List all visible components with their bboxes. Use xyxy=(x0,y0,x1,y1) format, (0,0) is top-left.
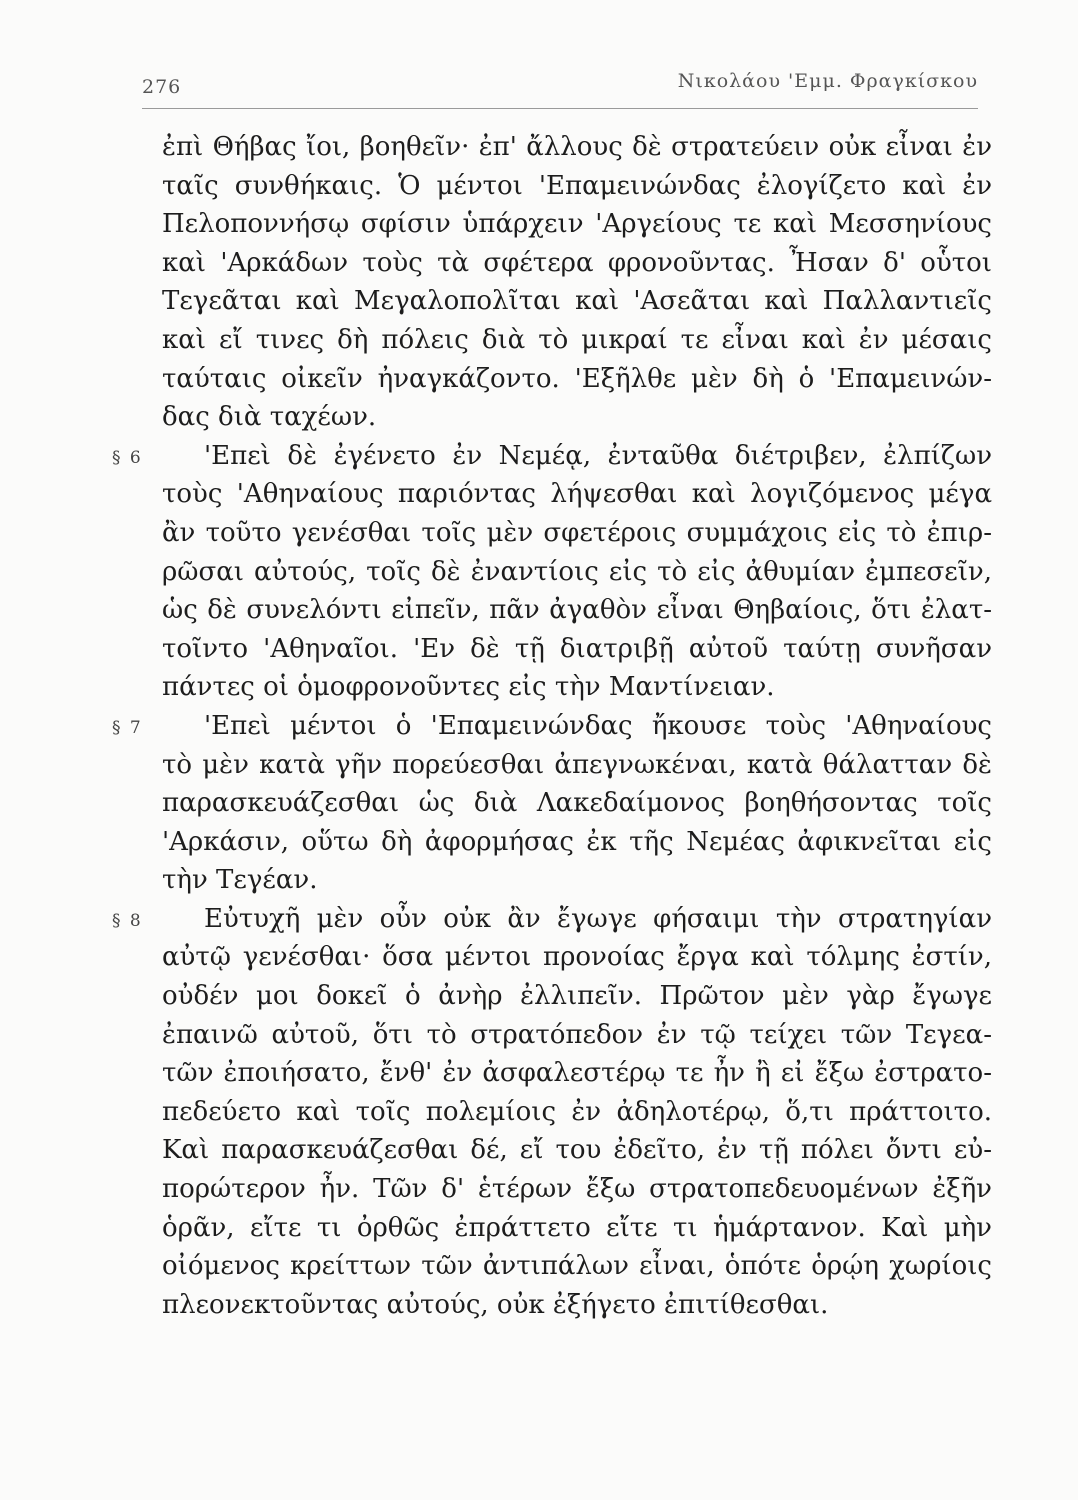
text-line xyxy=(162,1054,992,1093)
running-head-author: Νικολάου 'Εμμ. Φραγκίσκου xyxy=(677,70,978,92)
text-line xyxy=(162,321,992,360)
text-line xyxy=(162,553,992,592)
text-line xyxy=(112,900,992,939)
text-line-content: οὐδέν μοι δοκεῖ ὁ ἀνὴρ ἐλλιπεῖν. Πρῶτον μὲν γὰρ ἔγωγε xyxy=(162,981,992,1012)
text-line xyxy=(162,977,992,1016)
text-line-content: τὸ μὲν κατὰ γῆν πορεύεσθαι ἀπεγνωκέναι, κατὰ θάλατταν δὲ xyxy=(162,749,992,780)
text-line-content: τοὺς 'Αθηναίους παριόντας λήψεσθαι καὶ λογιζόμενος μέγα xyxy=(162,479,992,510)
text-line-content: πάντες οἱ ὁμοφρονοῦντες εἰς τὴν Μαντίνειαν. xyxy=(162,672,775,703)
text-line xyxy=(162,244,992,283)
body-text xyxy=(112,128,992,1324)
text-line xyxy=(162,398,992,437)
text-line-content: Τεγεᾶται καὶ Μεγαλοπολῖται καὶ 'Ασεᾶται καὶ Παλλαντιεῖς xyxy=(162,286,992,317)
text-line xyxy=(162,746,992,785)
text-line-content: ταύταις οἰκεῖν ἠναγκάζοντο. 'Εξῆλθε μὲν δὴ ὁ 'Επαμεινών- xyxy=(162,363,992,394)
text-line-content: ἂν τοῦτο γενέσθαι τοῖς μὲν σφετέροις συμμάχοις εἰς τὸ ἐπιρ- xyxy=(162,517,992,548)
text-line-content: πεδεύετο καὶ τοῖς πολεμίοις ἐν ἀδηλοτέρῳ, ὅ,τι πράττοιτο. xyxy=(162,1096,992,1127)
text-line xyxy=(162,360,992,399)
text-line-content: ὁρᾶν, εἴτε τι ὀρθῶς ἐπράττετο εἴτε τι ἡμάρτανον. Καὶ μὴν xyxy=(162,1212,992,1243)
text-line-content: Εὐτυχῆ μὲν οὖν οὐκ ἂν ἔγωγε φήσαιμι τὴν στρατηγίαν xyxy=(204,903,992,934)
text-line xyxy=(162,1170,992,1209)
text-line-content: αὐτῷ γενέσθαι· ὅσα μέντοι προνοίας ἔργα καὶ τόλμης ἐστίν, xyxy=(162,942,992,973)
running-head xyxy=(142,64,978,104)
text-line xyxy=(162,823,992,862)
text-line-content: πορώτερον ἦν. Τῶν δ' ἑτέρων ἔξω στρατοπεδευομένων ἐξῆν xyxy=(162,1174,992,1205)
text-line-content: Πελοποννήσῳ σφίσιν ὑπάρχειν 'Αργείους τε καὶ Μεσσηνίους xyxy=(162,209,992,240)
text-line xyxy=(112,707,992,746)
text-line-content: ἐπὶ Θήβας ἴοι, βοηθεῖν· ἐπ' ἄλλους δὲ στρατεύειν οὐκ εἶναι ἐν xyxy=(162,132,992,162)
text-line xyxy=(162,630,992,669)
text-line-content: ταῖς συνθήκαις. Ὁ μέντοι 'Επαμεινώνδας ἐλογίζετο καὶ ἐν xyxy=(162,170,992,201)
text-line xyxy=(162,128,992,167)
text-line xyxy=(162,668,992,707)
text-line xyxy=(162,1016,992,1055)
text-line-content: τοῖντο 'Αθηναῖοι. 'Εν δὲ τῇ διατριβῇ αὐτοῦ ταύτῃ συνῆσαν xyxy=(162,633,992,664)
text-line xyxy=(162,938,992,977)
section-mark: § 6 xyxy=(112,447,143,468)
text-line-content: ἐπαινῶ αὐτοῦ, ὅτι τὸ στρατόπεδον ἐν τῷ τείχει τῶν Τεγεα- xyxy=(162,1019,992,1050)
text-line-content: 'Αρκάσιν, οὕτω δὴ ἀφορμήσας ἐκ τῆς Νεμέας ἀφικνεῖται εἰς xyxy=(162,826,992,857)
header-rule xyxy=(142,108,978,109)
text-line-content: δας διὰ ταχέων. xyxy=(162,402,377,433)
text-line xyxy=(162,1131,992,1170)
text-line xyxy=(162,205,992,244)
text-line-content: Καὶ παρασκευάζεσθαι δέ, εἴ του ἐδεῖτο, ἐν τῇ πόλει ὄντι εὐ- xyxy=(162,1135,992,1166)
text-line-content: καὶ 'Αρκάδων τοὺς τὰ σφέτερα φρονοῦντας. Ἦσαν δ' οὗτοι xyxy=(162,247,992,278)
text-line-content: ὡς δὲ συνελόντι εἰπεῖν, πᾶν ἀγαθὸν εἶναι Θηβαίοις, ὅτι ἐλατ- xyxy=(162,595,992,626)
text-line xyxy=(162,1209,992,1248)
text-line-content: 'Επεὶ μέντοι ὁ 'Επαμεινώνδας ἤκουσε τοὺς 'Αθηναίους xyxy=(204,710,992,741)
text-line-content: οἰόμενος κρείττων τῶν ἀντιπάλων εἶναι, ὁπότε ὁρῴη χωρίοις xyxy=(162,1251,992,1282)
text-line xyxy=(162,591,992,630)
text-line xyxy=(162,475,992,514)
text-line xyxy=(162,1247,992,1286)
text-line xyxy=(162,514,992,553)
text-line-content: τὴν Τεγέαν. xyxy=(162,865,318,896)
text-line xyxy=(162,861,992,900)
text-line-content: 'Επεὶ δὲ ἐγένετο ἐν Νεμέᾳ, ἐνταῦθα διέτριβεν, ἐλπίζων xyxy=(204,440,992,471)
text-line xyxy=(162,1286,992,1325)
text-line xyxy=(162,282,992,321)
text-line xyxy=(162,784,992,823)
text-line-content: παρασκευάζεσθαι ὡς διὰ Λακεδαίμονος βοηθήσοντας τοῖς xyxy=(162,788,992,819)
section-mark: § 7 xyxy=(112,717,143,738)
text-line-content: τῶν ἐποιήσατο, ἔνθ' ἐν ἀσφαλεστέρῳ τε ἦν ἢ εἰ ἔξω ἐστρατο- xyxy=(162,1058,992,1089)
text-line-content: πλεονεκτοῦντας αὐτούς, οὐκ ἐξήγετο ἐπιτίθεσθαι. xyxy=(162,1289,829,1320)
text-line xyxy=(162,1093,992,1132)
section-mark: § 8 xyxy=(112,910,143,931)
text-line xyxy=(112,437,992,476)
text-line-content: ρῶσαι αὐτούς, τοῖς δὲ ἐναντίοις εἰς τὸ εἰς ἀθυμίαν ἐμπεσεῖν, xyxy=(162,556,992,587)
text-line-content: καὶ εἴ τινες δὴ πόλεις διὰ τὸ μικραί τε εἶναι καὶ ἐν μέσαις xyxy=(162,324,992,355)
page-number: 276 xyxy=(142,76,182,98)
text-line xyxy=(162,167,992,206)
